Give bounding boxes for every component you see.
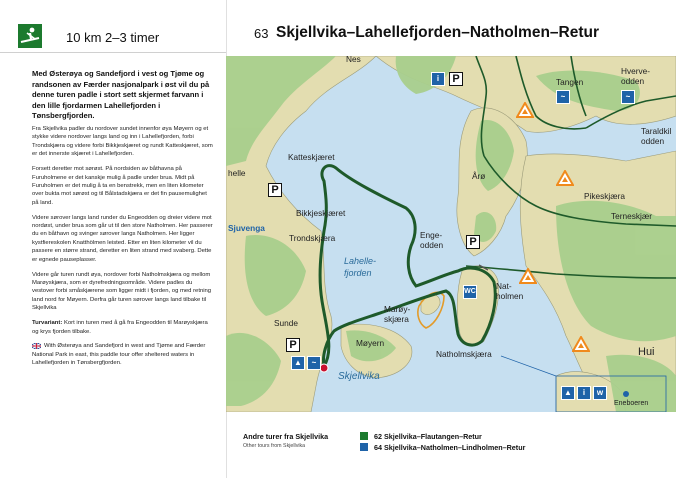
paragraph: Fra Skjellvika padler du nordover sundet innenfor øya Møyern og et stykke videre nordover langs land og inn i Lahellefjorden, forbi Trondskjæra og videre forbi Bikkjeskjæret og rundt Katteskjæret, som er det innerste skjæret i Lahellefjorden. <box>32 126 213 158</box>
map-label-maroy-2: skjæra <box>384 314 409 324</box>
tent-icon: ▲ <box>561 386 575 400</box>
pause-site-icon <box>572 336 590 352</box>
turvariant-paragraph <box>32 319 214 336</box>
map-label-sunde: Sunde <box>274 318 298 328</box>
map-label-maroy: Marøy- <box>384 304 411 314</box>
uk-flag-icon <box>32 343 41 349</box>
tour-64-icon <box>360 443 368 451</box>
paragraph: Videre går turen rundt øya, nordover forbi Natholmskjæra og mellom Marøyskjæra, som er dyrefredningsområde. Videre padles du vestover forbi småskjærene som ligger midt i fjorden, og med retning land nord for Møyern. Derfra går turen sørover langs land tilbake til Skjellvika <box>32 271 212 312</box>
route-map <box>226 56 676 412</box>
intro-text: Med Østerøya og Sandefjord i vest og Tjøme og randsonen av Færder nasjonalpark i øst vil du på denne turen padle i stort sett skjermet farvann i den lille fjordarmen Lahellefjorden i Tønsbergfjorden. <box>32 69 210 121</box>
other-tours-subtitle: Other tours from Skjellvika <box>243 443 306 449</box>
map-label-nes: Nes <box>346 56 361 64</box>
paragraph: Videre sørover langs land runder du Engeodden og dreier videre mot nordøst, under brua som går ut til den store Natholmen. Her passerer du en båthavn og svinger sørover langs Natholmen. Her ligger kystfiereskolen Knatthölmen leisted. Etter en liten kilometer vil du passere en større strand, deretter en liten strand med svaberg. Dette er egnede pauseplasser. <box>32 214 213 263</box>
other-tours-title: Andre turer fra Skjellvika <box>243 432 329 441</box>
english-paragraph <box>32 342 214 367</box>
parking-icon: P <box>466 235 480 249</box>
map-label-skjellvika: Skjellvika <box>338 371 380 382</box>
map-label-natholmen-2: holmen <box>496 291 524 301</box>
parking-icon: P <box>286 338 300 352</box>
swim-icon: ~ <box>307 356 321 370</box>
map-label-eneboeren: Eneboeren <box>614 400 649 407</box>
map-label-aro: Årø <box>472 171 486 181</box>
map-label-taraldkil-2: odden <box>641 136 665 146</box>
other-tour-item <box>360 432 482 441</box>
map-label-trondskjaera: Trondskjæra <box>289 233 336 243</box>
parking-icon: P <box>268 183 282 197</box>
map-label-pikeskjaera: Pikeskjæra <box>584 191 626 201</box>
pause-site-icon <box>556 170 574 186</box>
pause-site-icon <box>516 102 534 118</box>
map-label-lahelle-2: fjorden <box>344 268 372 278</box>
map-label-hui: Hui <box>638 346 655 358</box>
map-label-katteskjaeret: Katteskjæret <box>288 152 335 162</box>
route-title: Skjellvika–Lahellefjorden–Natholmen–Retur <box>276 24 600 41</box>
turvariant-label: Turvariant: <box>32 320 63 327</box>
parking-icon: P <box>449 72 463 86</box>
other-tour-label: 64 Skjellvika–Natholmen–Lindholmen–Retur <box>374 443 526 452</box>
description-column <box>32 125 214 374</box>
map-label-natholmen: Nat- <box>496 281 512 291</box>
distance-duration: 10 km 2–3 timer <box>66 30 160 45</box>
map-label-hverven: Hverve- <box>621 66 651 76</box>
english-text: With Østerøya and Sandefjord in west and Tjøme and Færder National Park in east, this paddle tour offer sheltered waters in Lahellefjorden in Tønsbergfjorden. <box>32 343 206 367</box>
info-icon: i <box>431 72 445 86</box>
wc-icon: w <box>593 386 607 400</box>
map-label-hverven-2: odden <box>621 76 645 86</box>
map-label-engeodden: Enge- <box>420 230 443 240</box>
turvariant-text: Kort inn turen med å gå fra Engeodden til Marøyskjæra og krys fjorden tilbake. <box>32 320 208 335</box>
wc-icon: WC <box>463 285 477 299</box>
map-label-terneskjaer: Terneskjær <box>611 211 653 221</box>
pause-site-icon <box>519 268 537 284</box>
map-label-sjuvenga: Sjuvenga <box>228 223 265 233</box>
other-tour-item <box>360 443 525 452</box>
info-icon: i <box>577 386 591 400</box>
map-label-tangen: Tangen <box>556 77 584 87</box>
map-label-moyern: Møyern <box>356 338 385 348</box>
map-label-helle: helle <box>228 168 246 178</box>
other-tour-label: 62 Skjellvika–Flautangen–Retur <box>374 432 482 441</box>
swim-icon: ~ <box>621 90 635 104</box>
kayak-route-icon <box>18 24 42 48</box>
map-label-engeodden-2: odden <box>420 240 444 250</box>
map-label-bikkjeskjaeret: Bikkjeskjæret <box>296 208 346 218</box>
left-header <box>0 0 226 53</box>
map-label-natholmskjaera: Natholmskjæra <box>436 349 492 359</box>
tour-62-icon <box>360 432 368 440</box>
swim-icon: ~ <box>556 90 570 104</box>
route-number: 63 <box>254 26 269 41</box>
paragraph: Forsett deretter mot sørøst. På nordsiden av båthavna på Furuholmene er det kanskje mulig å padle under brua. Midt på Furuholmen er det mulig å ta en benstrekk, men en liten kilometer over bukta mot sørøst og til Bålstadskjæra er det fin pausemulighet på land. <box>32 166 207 206</box>
map-label-taraldkil: Taraldkil <box>641 126 672 136</box>
tent-icon: ▲ <box>291 356 305 370</box>
map-label-lahelle: Lahelle- <box>344 256 377 266</box>
